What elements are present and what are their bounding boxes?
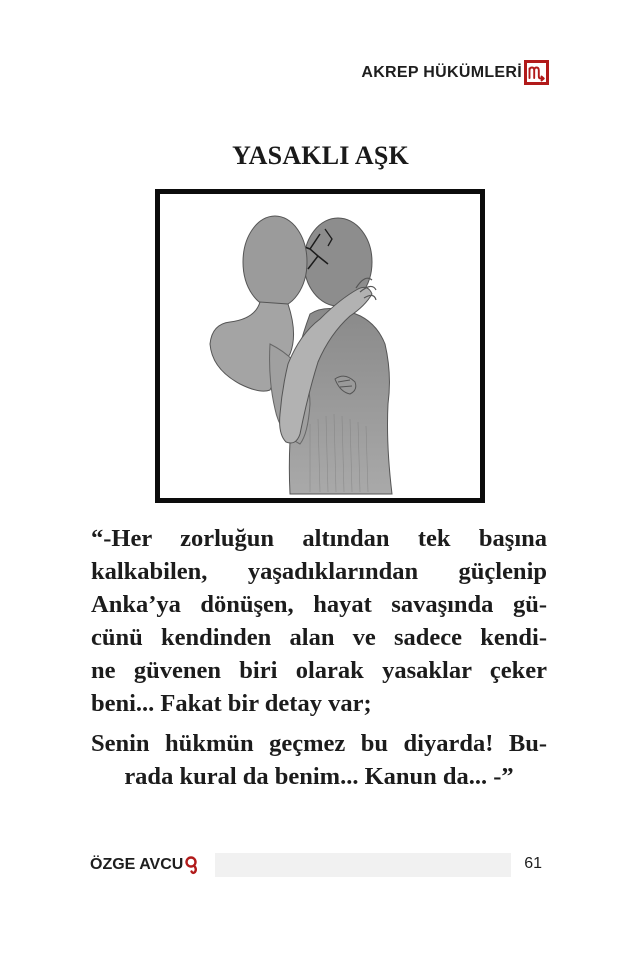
- quote-line: “-Her zorluğun altından tek başına: [91, 525, 547, 552]
- running-header: [361, 60, 549, 85]
- quote-line: ne güvenen biri olarak yasaklar çeker: [91, 657, 547, 684]
- embracing-figures-drawing: [160, 194, 480, 498]
- quote-closing-line: rada kural da benim... Kanun da... -”: [124, 763, 514, 790]
- quote-closing: [91, 727, 547, 793]
- scorpion-icon: [184, 855, 202, 875]
- quote-closing-line: Senin hükmün geçmez bu diyarda! Bu-: [91, 730, 547, 757]
- quote-line: beni... Fakat bir detay var;: [91, 690, 372, 717]
- page-number: 61: [524, 855, 542, 872]
- book-title: AKREP HÜKÜMLERİ: [361, 63, 522, 81]
- author-name: ÖZGE AVCU: [90, 856, 184, 873]
- quote-line: cünü kendinden alan ve sadece kendi-: [91, 624, 547, 651]
- quote-line: Anka’ya dönüşen, hayat savaşında gü-: [91, 591, 547, 618]
- scorpio-symbol-icon: [524, 60, 549, 85]
- footer-bar: [215, 853, 511, 877]
- page-title: YASAKLI AŞK: [232, 141, 409, 170]
- illustration-frame: [155, 189, 485, 503]
- quote-line: kalkabilen, yaşadıklarından güçlenip: [91, 558, 547, 585]
- footer-author-block: [90, 855, 202, 875]
- page-footer: [90, 851, 548, 879]
- quote-paragraph: [91, 522, 547, 720]
